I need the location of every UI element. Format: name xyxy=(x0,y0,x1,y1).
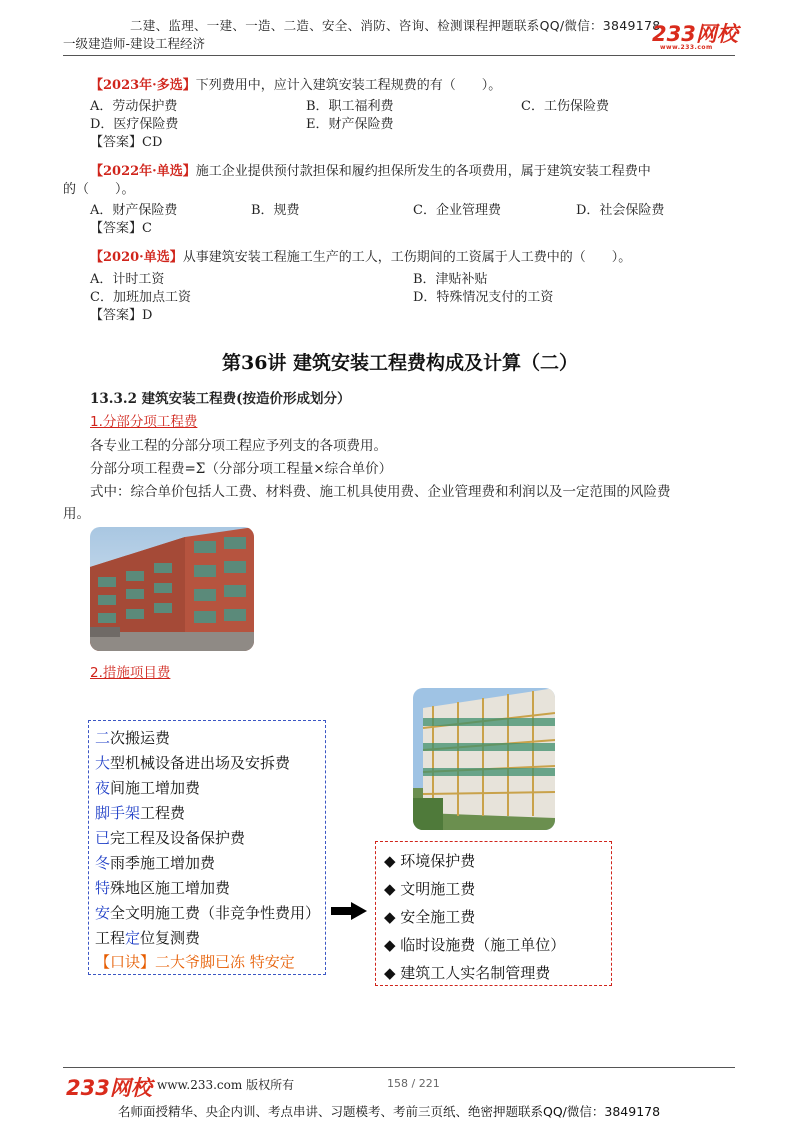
right-arrow-icon xyxy=(331,902,367,924)
question-3-answer: 【答案】D xyxy=(90,308,153,323)
measure-item-5: 已完工程及设备保护费 xyxy=(95,829,246,847)
page-number: 158 / 221 xyxy=(387,1077,440,1090)
question-1-answer: 【答案】CD xyxy=(90,135,163,150)
measure-item-2: 大型机械设备进出场及安拆费 xyxy=(95,754,291,772)
header-subtitle: 一级建造师-建设工程经济 xyxy=(63,36,206,51)
question-2-answer: 【答案】C xyxy=(90,221,152,236)
measure-item-6: 冬雨季施工增加费 xyxy=(95,854,216,872)
measure-item-1: 二次搬运费 xyxy=(95,729,171,747)
question-3-option-c: C．加班加点工资 xyxy=(90,290,191,305)
measure-item-4: 脚手架工程费 xyxy=(95,804,186,822)
question-2-option-a: A．财产保险费 xyxy=(90,203,178,218)
question-2-stem xyxy=(90,163,651,181)
question-3-text: 从事建筑安装工程施工生产的工人，工伤期间的工资属于人工费中的（ ）。 xyxy=(182,250,632,265)
question-2-option-d: D．社会保险费 xyxy=(576,203,665,218)
brand-logo-url: www.233.com xyxy=(660,44,713,51)
question-2-stem-cont: 的（ ）。 xyxy=(63,182,135,197)
apartment-building-photo xyxy=(90,527,254,651)
scaffolding-photo xyxy=(413,688,555,830)
safety-civilized-cost-box xyxy=(375,841,612,986)
header-top-line: 二建、监理、一建、一造、二造、安全、消防、咨询、检测课程押题联系QQ/微信：3849178 xyxy=(130,18,661,33)
footer-copyright: www.233.com 版权所有 xyxy=(157,1078,295,1092)
question-1-option-d: D．医疗保险费 xyxy=(90,117,179,132)
item-1-line-2: 分部分项工程费=Σ（分部分项工程量×综合单价） xyxy=(90,461,393,477)
question-1-option-b: B．职工福利费 xyxy=(306,99,394,114)
question-3-stem xyxy=(90,249,631,267)
measure-item-7: 特殊地区施工增加费 xyxy=(95,879,231,897)
mnemonic-line: 【口诀】二大爷脚已冻 特安定 xyxy=(95,953,295,971)
question-1-tag: 【2023年·多选】 xyxy=(90,78,196,93)
header-divider xyxy=(63,55,735,56)
question-3-option-d: D．特殊情况支付的工资 xyxy=(413,290,554,305)
question-2-option-b: B．规费 xyxy=(251,203,300,218)
civilized-item-4: ◆ 临时设施费（施工单位） xyxy=(384,936,566,954)
section-heading: 13.3.2 建筑安装工程费(按造价形成划分） xyxy=(90,391,351,407)
question-3-option-b: B．津贴补贴 xyxy=(413,272,488,287)
item-2-title: 2.措施项目费 xyxy=(90,665,171,681)
item-1-line-1: 各专业工程的分部分项工程应予列支的各项费用。 xyxy=(90,438,387,454)
question-1-stem xyxy=(90,77,501,95)
civilized-item-3: ◆ 安全施工费 xyxy=(384,908,476,926)
item-1-line-4: 用。 xyxy=(63,506,90,522)
question-1-option-e: E．财产保险费 xyxy=(306,117,394,132)
item-1-title: 1.分部分项工程费 xyxy=(90,414,198,430)
item-1-line-3: 式中：综合单价包括人工费、材料费、施工机具使用费、企业管理费和利润以及一定范围的风险费 xyxy=(90,484,671,500)
measure-item-8: 安全文明施工费（非竞争性费用） xyxy=(95,904,321,922)
question-3-option-a: A．计时工资 xyxy=(90,272,165,287)
measures-list-box xyxy=(88,720,326,975)
question-2-option-c: C．企业管理费 xyxy=(413,203,501,218)
question-2-text: 施工企业提供预付款担保和履约担保所发生的各项费用，属于建筑安装工程费中 xyxy=(195,164,651,179)
civilized-item-5: ◆ 建筑工人实名制管理费 xyxy=(384,964,551,982)
measure-item-3: 夜间施工增加费 xyxy=(95,779,201,797)
footer-divider xyxy=(63,1067,735,1068)
civilized-item-1: ◆ 环境保护费 xyxy=(384,852,476,870)
footer-promo-line: 名师面授精华、央企内训、考点串讲、习题模考、考前三页纸、绝密押题联系QQ/微信：3849178 xyxy=(118,1104,661,1119)
lecture-title: 第36讲 建筑安装工程费构成及计算（二） xyxy=(221,352,579,374)
question-3-tag: 【2020·单选】 xyxy=(90,250,183,265)
civilized-item-2: ◆ 文明施工费 xyxy=(384,880,476,898)
question-2-tag: 【2022年·单选】 xyxy=(90,164,196,179)
question-1-option-a: A．劳动保护费 xyxy=(90,99,178,114)
question-1-option-c: C．工伤保险费 xyxy=(521,99,609,114)
footer-logo: 233网校 xyxy=(66,1076,152,1100)
measure-item-9: 工程定位复测费 xyxy=(95,929,201,947)
brand-logo: 233网校 xyxy=(652,22,738,46)
question-1-text: 下列费用中，应计入建筑安装工程规费的有（ ）。 xyxy=(195,78,502,93)
